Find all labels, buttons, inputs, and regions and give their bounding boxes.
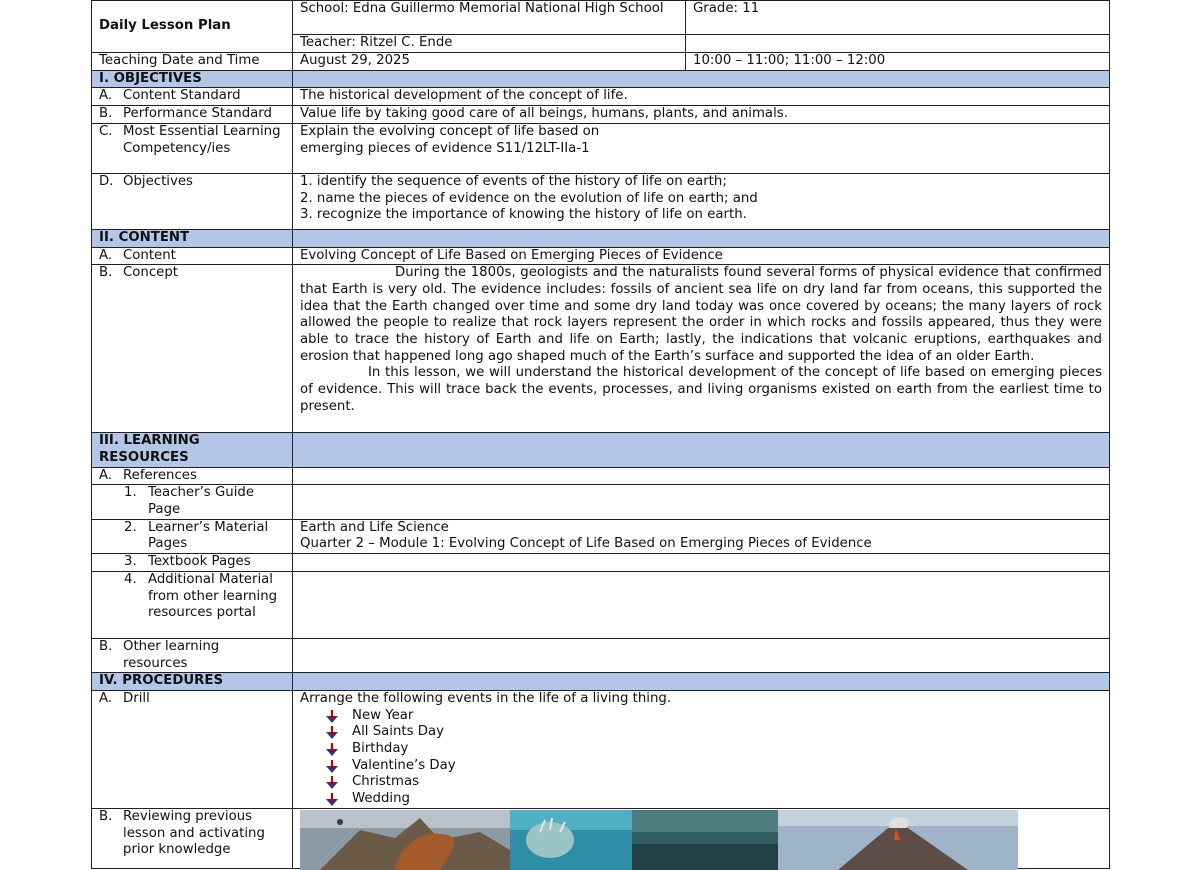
section-band xyxy=(293,70,1110,88)
drill-item: Wedding xyxy=(326,791,1102,808)
drill-label: A. Drill xyxy=(99,690,150,706)
drill-instruction: Arrange the following events in the life of a living thing. xyxy=(300,690,672,706)
review-content xyxy=(293,808,1110,868)
references-label: A. References xyxy=(99,467,197,483)
school-cell: School: Edna Guillermo Memorial National High School xyxy=(293,1,686,35)
textbook-label: 3. Textbook Pages xyxy=(124,554,251,570)
learners-material-label: 2. Learner’s Material Pages xyxy=(124,519,269,552)
date-label: Teaching Date and Time xyxy=(92,53,293,71)
additional-material-label: 4. Additional Material from other learning resources portal xyxy=(124,571,278,621)
melc-label: C. Most Essential Learning Competency/ies xyxy=(99,123,281,156)
blank-cell xyxy=(686,35,1110,53)
additional-material-value xyxy=(293,571,1110,638)
section-resources-heading: III. LEARNING RESOURCES xyxy=(92,433,293,467)
arrow-bullet-icon xyxy=(326,776,352,789)
volcano-picture xyxy=(778,810,1018,870)
section-band xyxy=(293,229,1110,247)
arrow-bullet-icon xyxy=(326,760,352,773)
performance-standard-value: Value life by taking good care of all beings, humans, plants, and animals. xyxy=(293,106,1110,124)
content-standard-label: A. Content Standard xyxy=(99,88,241,104)
date-cell: August 29, 2025 xyxy=(293,53,686,71)
objectives-list xyxy=(293,173,1110,229)
drill-item: All Saints Day xyxy=(326,724,1102,741)
arrow-bullet-icon xyxy=(326,793,352,806)
drill-content xyxy=(293,690,1110,808)
performance-standard-label: B. Performance Standard xyxy=(99,106,272,122)
drill-item: Christmas xyxy=(326,774,1102,791)
time-cell: 10:00 – 11:00; 11:00 – 12:00 xyxy=(686,53,1110,71)
textbook-value xyxy=(293,554,1110,572)
section-objectives-heading: I. OBJECTIVES xyxy=(92,70,293,88)
content-standard-value: The historical development of the concept of life. xyxy=(293,88,1110,106)
objective-item: 2. name the pieces of evidence on the evolution of life on earth; and xyxy=(300,190,758,206)
lesson-plan-page xyxy=(91,0,1109,858)
objective-item: 3. recognize the importance of knowing the history of life on earth. xyxy=(300,207,747,223)
arrow-bullet-icon xyxy=(326,726,352,739)
teachers-guide-value xyxy=(293,485,1110,519)
objectives-label: D. Objectives xyxy=(99,173,193,189)
grade-cell: Grade: 11 xyxy=(686,1,1110,35)
doc-title: Daily Lesson Plan xyxy=(92,1,293,53)
drill-list xyxy=(300,708,1102,808)
teacher-cell: Teacher: Ritzel C. Ende xyxy=(293,35,686,53)
section-content-heading: II. CONTENT xyxy=(92,229,293,247)
drill-item: New Year xyxy=(326,708,1102,725)
lesson-plan-table xyxy=(91,0,1110,869)
drill-item: Birthday xyxy=(326,741,1102,758)
picture-strip xyxy=(300,810,1102,855)
content-value: Evolving Concept of Life Based on Emerging Pieces of Evidence xyxy=(293,247,1110,265)
learners-material-value: Earth and Life Science Quarter 2 – Module 1: Evolving Concept of Life Based on Emerging Pieces of Evidence xyxy=(293,519,1110,553)
other-resources-label: B. Other learning resources xyxy=(99,638,220,671)
section-band xyxy=(293,433,1110,467)
ocean-picture xyxy=(632,810,778,870)
concept-paragraph: During the 1800s, geologists and the naturalists found several forms of physical evidence that confirmed that Earth is very old. The evidence includes: fossils of ancient sea life on dry land far from oceans, this supported the idea that the Earth changed over time and some dry land today was once covered by oceans; the many layers of rock allowed the people to realize that rock layers represent the order in which rocks and fossils appeared, thus they were able to trace the history of Earth and life on Earth; lastly, the indications that volcanic eruptions, earthquakes and erosion that happened long ago shaped much of the Earth’s surface and supported the idea of an older Earth. xyxy=(300,265,1102,364)
content-label: A. Content xyxy=(99,247,176,263)
arrow-bullet-icon xyxy=(326,710,352,723)
other-resources-value xyxy=(293,638,1110,672)
dinosaur-picture xyxy=(300,810,510,870)
references-value xyxy=(293,467,1110,485)
concept-paragraph: In this lesson, we will understand the historical development of the concept of life based on emerging pieces of evidence. This will trace back the events, processes, and living organisms existed on earth from the earliest time to present. xyxy=(300,365,1102,414)
drill-item: Valentine’s Day xyxy=(326,758,1102,775)
objective-item: 1. identify the sequence of events of the history of life on earth; xyxy=(300,173,727,189)
arrow-bullet-icon xyxy=(326,743,352,756)
concept-label: B. Concept xyxy=(99,265,178,281)
concept-text xyxy=(293,265,1110,433)
section-procedures-heading: IV. PROCEDURES xyxy=(92,673,293,691)
melc-value: Explain the evolving concept of life based on emerging pieces of evidence S11/12LT-IIa-1 xyxy=(293,123,1110,173)
section-band xyxy=(293,673,1110,691)
review-label: B. Reviewing previous lesson and activating prior knowledge xyxy=(99,808,265,858)
teachers-guide-label: 1. Teacher’s Guide Page xyxy=(124,485,255,518)
sea-creature-picture xyxy=(510,810,632,870)
